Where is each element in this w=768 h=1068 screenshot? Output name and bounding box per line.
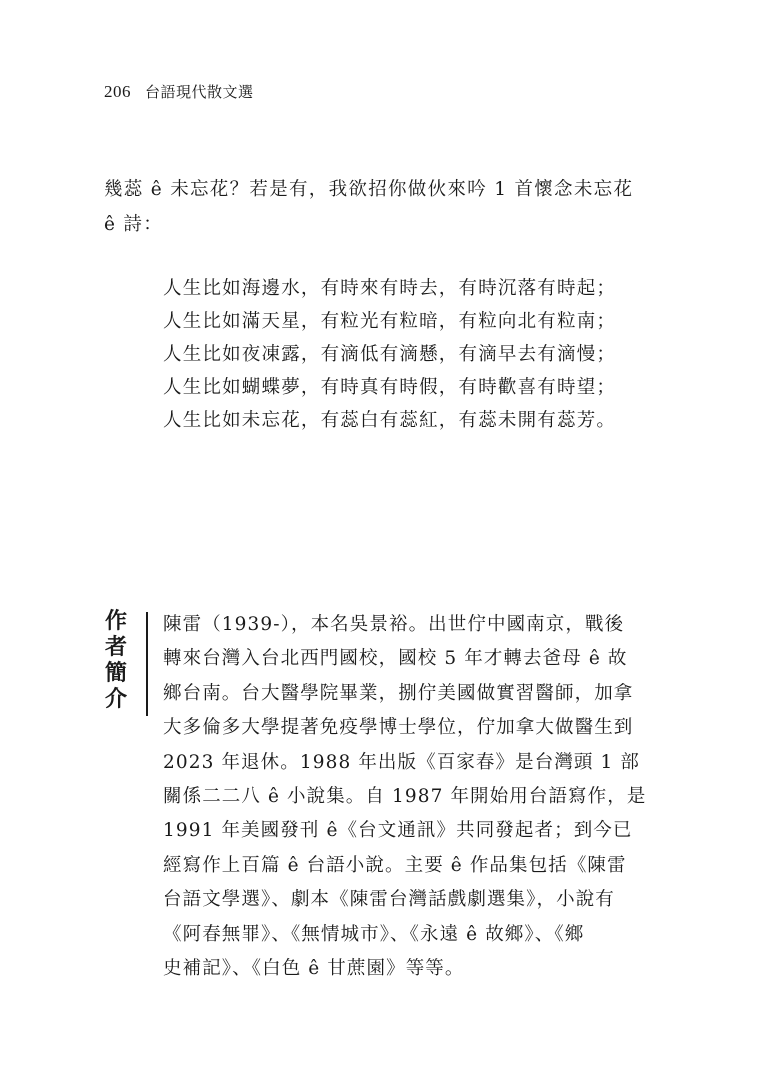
bio-line: 陳雷（1939-），本名吳景裕。出世佇中國南京，戰後: [163, 614, 625, 635]
book-title: 台語現代散文選: [145, 83, 254, 101]
poem-line: 人生比如未忘花，有蕊白有蕊紅，有蕊未開有蕊芳。: [163, 410, 617, 431]
bio-line: 關係二二八 ê 小說集。自 1987 年開始用台語寫作，是: [163, 786, 647, 808]
poem-line: 人生比如夜凍露，有滴低有滴懸，有滴早去有滴慢；: [163, 344, 617, 365]
poem-line: 人生比如海邊水，有時來有時去，有時沉落有時起；: [163, 278, 617, 299]
bio-line: 轉來台灣入台北西門國校，國校 5 年才轉去爸母 ê 故: [163, 648, 628, 670]
bio-line: 《阿春無罪》、《無情城市》、《永遠 ê 故鄉》、《鄉: [163, 923, 585, 945]
page-number: 206: [104, 82, 131, 101]
intro-paragraph: [104, 172, 644, 242]
bio-line: 台語文學選》、劇本《陳雷台灣話戲劇選集》，小說有: [163, 889, 615, 911]
bio-line: 2023 年退休。1988 年出版《百家春》是台灣頭 1 部: [163, 751, 640, 773]
bio-line: 史補記》、《白色 ê 甘蔗園》等等。: [163, 958, 465, 980]
running-header: [104, 81, 254, 105]
author-intro-label: [101, 609, 131, 713]
label-char: 簡: [104, 661, 127, 686]
poem-line: 人生比如滿天星，有粒光有粒暗，有粒向北有粒南；: [163, 311, 617, 332]
label-char: 者: [104, 635, 127, 660]
author-bio: [163, 608, 647, 986]
bio-line: 大多倫多大學提著免疫學博士學位，佇加拿大做醫生到: [163, 717, 634, 739]
label-char: 介: [104, 687, 127, 712]
intro-line: 幾蕊 ê 未忘花？若是有，我欲招你做伙來吟 1 首懷念未忘花: [104, 179, 634, 200]
bio-line: 1991 年美國發刊 ê《台文通訊》共同發起者；到今已: [163, 820, 633, 842]
intro-line: ê 詩：: [104, 214, 164, 235]
section-divider-rule: [146, 612, 148, 716]
poem-line: 人生比如蝴蝶夢，有時真有時假，有時歡喜有時望；: [163, 377, 617, 398]
bio-line: 經寫作上百篇 ê 台語小說。主要 ê 作品集包括《陳雷: [163, 854, 627, 876]
label-char: 作: [104, 609, 127, 634]
bio-line: 鄉台南。台大醫學院畢業，捌佇美國做實習醫師，加拿: [163, 682, 634, 704]
poem-block: [163, 272, 643, 437]
